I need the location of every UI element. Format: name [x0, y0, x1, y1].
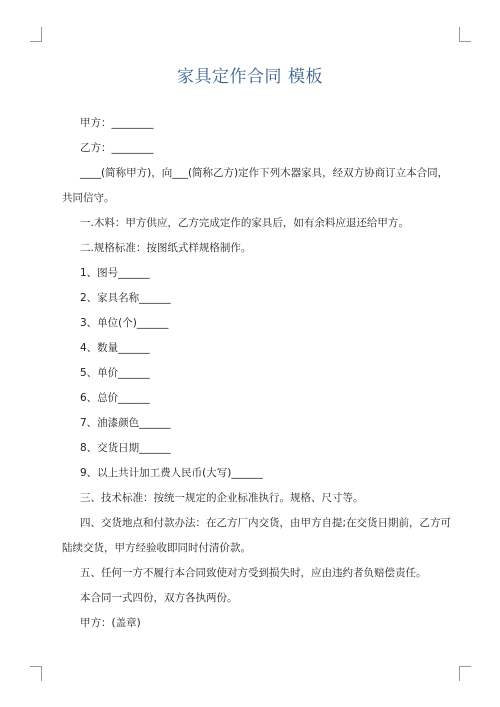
clause-3-technical: 三、技术标准：按统一规定的企业标准执行。规格、尺寸等。: [80, 492, 364, 504]
spec-item-1: 1、图号______: [80, 267, 150, 279]
party-a-line: 甲方：________: [80, 117, 154, 129]
crop-mark-top-left: [30, 27, 42, 42]
intro-paragraph-line-2: 共同信守。: [62, 192, 115, 204]
clause-1-wood: 一.木料：甲方供应，乙方完成定作的家具后，如有余料应退还给甲方。: [80, 217, 409, 229]
copies-clause: 本合同一式四份，双方各执两份。: [80, 592, 238, 604]
spec-item-7: 7、油漆颜色______: [80, 417, 171, 429]
crop-mark-bottom-left: [30, 666, 42, 681]
spec-item-8: 8、交货日期______: [80, 442, 171, 454]
spec-item-5: 5、单价______: [80, 367, 150, 379]
spec-item-9: 9、以上共计加工费人民币(大写)______: [80, 467, 263, 479]
clause-2-specs: 二.规格标准：按图纸式样规格制作。: [80, 242, 252, 254]
intro-paragraph-line-1: ____(简称甲方)，向___(简称乙方)定作下列木器家具，经双方协商订立本合同，: [80, 167, 449, 179]
document-title: 家具定作合同 模板: [177, 67, 323, 87]
spec-item-4: 4、数量______: [80, 342, 150, 354]
spec-item-6: 6、总价______: [80, 392, 150, 404]
clause-5-liability: 五、任何一方不履行本合同致使对方受到损失时，应由违约者负赔偿责任。: [80, 567, 427, 579]
crop-mark-top-right: [459, 27, 471, 42]
party-a-seal: 甲方：(盖章): [80, 617, 141, 629]
party-b-line: 乙方：________: [80, 142, 154, 154]
spec-item-2: 2、家具名称______: [80, 292, 171, 304]
clause-4-delivery-line-2: 陆续交货，甲方经验收即同时付清价款。: [62, 542, 251, 554]
crop-mark-bottom-right: [459, 666, 471, 681]
spec-item-3: 3、单位(个)______: [80, 317, 169, 329]
clause-4-delivery-line-1: 四、交货地点和付款办法：在乙方厂内交货，由甲方自提;在交货日期前，乙方可: [80, 517, 452, 529]
